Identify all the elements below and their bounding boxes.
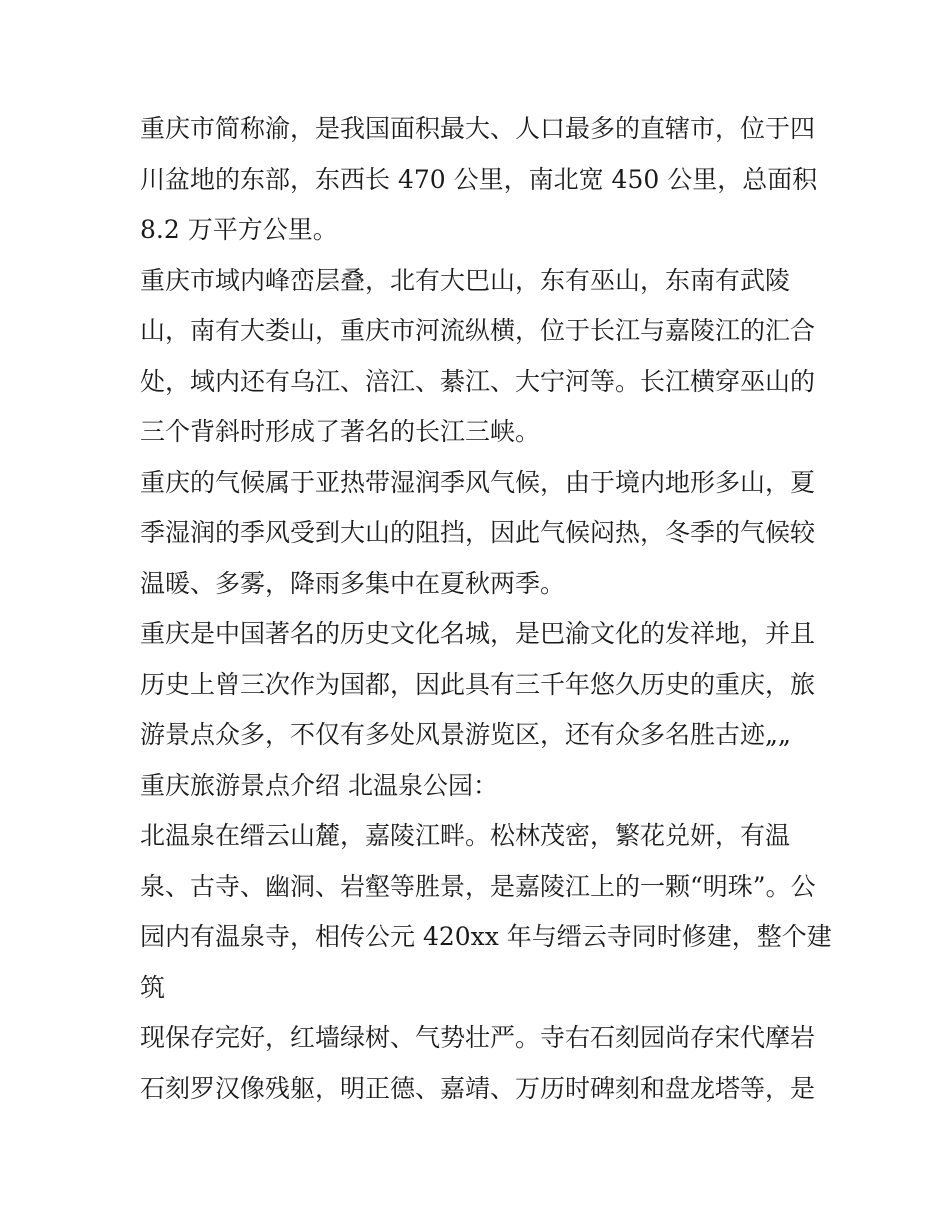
- text-line: 重庆市简称渝，是我国面积最大、人口最多的直辖市，位于四: [140, 114, 816, 143]
- section-heading: 重庆旅游景点介绍 北温泉公园：: [140, 770, 498, 800]
- text-line: 三个背斜时形成了著名的长江三峡。: [140, 417, 541, 446]
- text-line: 处，域内还有乌江、涪江、綦江、大宁河等。长江横穿巫山的: [140, 366, 816, 396]
- text-line: 园内有温泉寺，相传公元 420xx 年与缙云寺同时修建，整个建: [140, 922, 832, 951]
- text-line: 川盆地的东部，东西长 470 公里，南北宽 450 公里，总面积: [140, 164, 818, 194]
- text-line: 重庆的气候属于亚热带湿润季风气候，由于境内地形多山，夏: [140, 467, 816, 497]
- text-line: 山，南有大娄山，重庆市河流纵横，位于长江与嘉陵江的汇合: [140, 316, 816, 345]
- text-line: 泉、古寺、幽洞、岩壑等胜景，是嘉陵江上的一颗“明珠”。公: [140, 871, 816, 901]
- text-line: 北温泉在缙云山麓，嘉陵江畔。松林茂密，繁花兑妍，有温: [140, 821, 791, 850]
- text-line: 重庆市域内峰峦层叠，北有大巴山，东有巫山，东南有武陵: [140, 265, 791, 295]
- text-line: 现保存完好，红墙绿树、气势壮严。寺右石刻园尚存宋代摩岩: [140, 1023, 816, 1052]
- text-line: 温暖、多雾，降雨多集中在夏秋两季。: [140, 568, 566, 598]
- text-line: 筑: [140, 972, 166, 1002]
- text-line: 石刻罗汉像残躯，明正德、嘉靖、万历时碑刻和盘龙塔等，是: [140, 1073, 816, 1103]
- text-line: 季湿润的季风受到大山的阻挡，因此气候闷热，冬季的气候较: [140, 518, 816, 547]
- text-line: 8.2 万平方公里。: [140, 215, 338, 244]
- text-line: 历史上曾三次作为国都，因此具有三千年悠久历史的重庆，旅: [140, 669, 816, 699]
- text-line: 重庆是中国著名的历史文化名城，是巴渝文化的发祥地，并且: [140, 619, 816, 648]
- document-body: [140, 104, 832, 1114]
- text-line: 游景点众多，不仅有多处风景游览区，还有众多名胜古迹„„: [140, 720, 791, 749]
